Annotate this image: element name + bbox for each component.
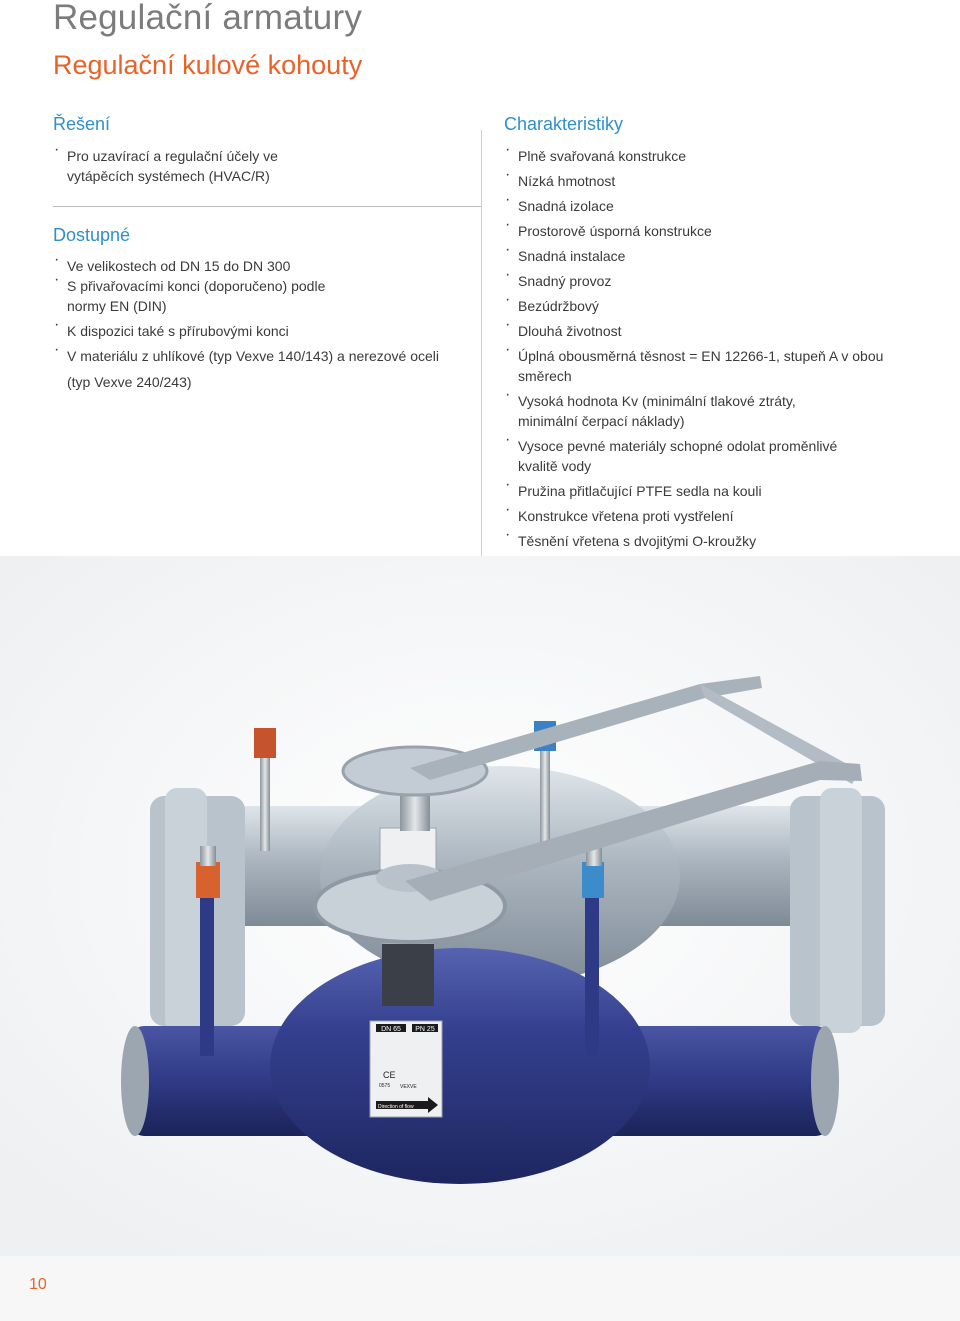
label-size: DN 65 xyxy=(381,1026,401,1033)
list-item: · Těsnění vřetena s dvojitými O-kroužky xyxy=(505,531,885,551)
label-direction: Direction of flow xyxy=(378,1104,414,1110)
list-item: · Konstrukce vřetena proti vystřelení xyxy=(505,506,885,526)
list-item: · Snadný provoz xyxy=(505,271,885,291)
page-subtitle: Regulační kulové kohouty xyxy=(53,50,363,80)
list-item: · Ve velikostech od DN 15 do DN 300 xyxy=(54,256,454,276)
list-item: · S přivařovacími konci (doporučeno) podle normy EN (DIN) xyxy=(54,276,337,316)
page-number: 10 xyxy=(29,1276,47,1293)
valve-product-photo xyxy=(0,556,960,1256)
page-title: Regulační armatury xyxy=(53,0,363,37)
characteristics-heading: Charakteristiky xyxy=(504,114,624,134)
list-item: · Prostorově úsporná konstrukce xyxy=(505,221,885,241)
solution-heading: Řešení xyxy=(53,114,111,134)
list-item: · Dlouhá životnost xyxy=(505,321,885,341)
label-brand: VEXVE xyxy=(400,1084,417,1090)
list-item: · K dispozici také s přírubovými konci xyxy=(54,321,454,341)
available-list xyxy=(54,256,454,400)
list-item: · Pružina přitlačující PTFE sedla na kouli xyxy=(505,481,885,501)
ce-mark: CE xyxy=(383,1070,396,1080)
column-divider xyxy=(481,130,482,615)
list-item: · Snadná instalace xyxy=(505,246,885,266)
list-item: · Snadná izolace xyxy=(505,196,885,216)
list-item: · Plně svařovaná konstrukce xyxy=(505,146,885,166)
footer-bar xyxy=(0,1256,960,1321)
list-item: · Úplná obousměrná těsnost = EN 12266-1, stupeň A v obou směrech xyxy=(505,346,885,386)
label-pressure: PN 25 xyxy=(415,1026,435,1033)
available-heading: Dostupné xyxy=(53,225,131,245)
list-item: · Vysoká hodnota Kv (minimální tlakové ztráty, minimální čerpací náklady) xyxy=(505,391,828,431)
list-item: · Nízká hmotnost xyxy=(505,171,885,191)
solution-list xyxy=(54,146,314,191)
ce-number: 0575 xyxy=(379,1083,391,1089)
list-item: · Pro uzavírací a regulační účely ve vytápěcích systémech (HVAC/R) xyxy=(54,146,314,186)
list-item: · Vysoce pevné materiály schopné odolat proměnlivé kvalitě vody xyxy=(505,436,868,476)
characteristics-list xyxy=(505,146,885,601)
list-item: · Bezúdržbový xyxy=(505,296,885,316)
list-item: · V materiálu z uhlíkové (typ Vexve 140/143) a nerezové oceli (typ Vexve 240/243) xyxy=(54,343,454,395)
section-divider xyxy=(53,206,481,207)
